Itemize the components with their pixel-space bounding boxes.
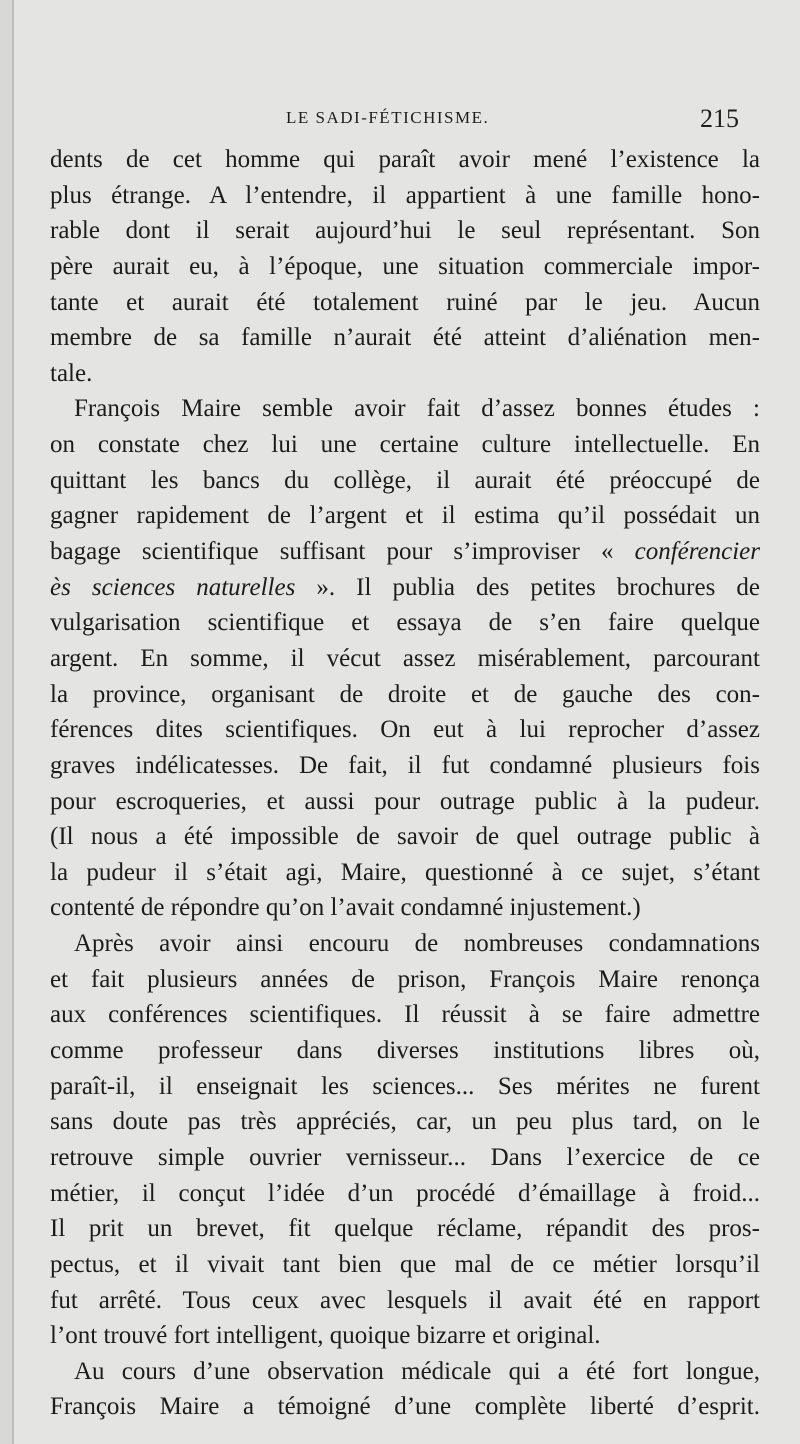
text-line: on constate chez lui une certaine culture intellectuelle. En [50,431,760,459]
running-head [0,104,800,134]
text-line: François Maire semble avoir fait d’assez bonnes études : [74,395,760,423]
text-line: la province, organisant de droite et de gauche des con- [50,680,760,708]
text-line [50,534,760,570]
text-line: membre de sa famille n’aurait été atteint d’aliénation men- [50,324,760,352]
running-title: LE SADI-FÉTICHISME. [286,108,490,127]
page-number: 215 [700,104,739,133]
text-line: férences dites scientifiques. On eut à lui reprocher d’assez [50,716,760,744]
text-line: vulgarisation scientifique et essaya de s’en faire quelque [50,609,760,637]
text-line: fut arrêté. Tous ceux avec lesquels il avait été en rapport [50,1286,760,1314]
text-run: ». Il publia des petites brochures de [316,573,760,601]
text-line: sans doute pas très appréciés, car, un peu plus tard, on le [50,1108,760,1136]
text-line: retrouve simple ouvrier vernisseur... Dans l’exercice de ce [50,1143,760,1171]
text-line: aux conférences scientifiques. Il réussit à se faire admettre [50,1001,760,1029]
text-line: François Maire a témoigné d’une complète liberté d’esprit. [50,1393,760,1421]
text-line: (Il nous a été impossible de savoir de quel outrage public à [50,823,760,851]
text-line: argent. En somme, il vécut assez misérablement, parcourant [50,644,760,672]
text-line: gagner rapidement de l’argent et il estima qu’il possédait un [50,502,760,530]
body-text [50,142,760,1425]
text-run: bagage scientifique suffisant pour s’improviser « [50,538,614,566]
text-line: l’ont trouvé fort intelligent, quoique bizarre et original. [50,1322,601,1350]
text-line: tante et aurait été totalement ruiné par le jeu. Aucun [50,288,760,316]
text-line: la pudeur il s’était agi, Maire, questionné à ce sujet, s’étant [50,858,760,886]
text-line: dents de cet homme qui paraît avoir mené l’existence la [50,146,760,173]
text-line: pectus, et il vivait tant bien que mal de ce métier lorsqu’il [50,1250,760,1278]
text-line: comme professeur dans diverses institutions libres où, [50,1037,760,1065]
text-line: graves indélicatesses. De fait, il fut condamné plusieurs fois [50,751,760,779]
text-line: Après avoir ainsi encouru de nombreuses condamnations [74,930,760,958]
text-line: Au cours d’une observation médicale qui a été fort longue, [74,1357,760,1385]
text-line: métier, il conçut l’idée d’un procédé d’émaillage à froid... [50,1179,760,1207]
text-line: père aurait eu, à l’époque, une situation commerciale impor- [50,252,760,280]
text-line: pour escroqueries, et aussi pour outrage public à la pudeur. [50,787,760,815]
text-line [50,570,760,606]
text-line: tale. [50,359,93,387]
text-line: et fait plusieurs années de prison, François Maire renonça [50,965,760,993]
text-line: Il prit un brevet, fit quelque réclame, répandit des pros- [50,1215,760,1243]
text-line: paraît-il, il enseignait les sciences... Ses mérites ne furent [50,1072,760,1100]
text-line: rable dont il serait aujourd’hui le seul représentant. Son [50,217,760,245]
italic-run: ès sciences naturelles [50,573,296,601]
text-line: contenté de répondre qu’on l’avait condamné injustement.) [50,894,641,922]
text-line: plus étrange. A l’entendre, il appartient à une famille hono- [50,181,760,209]
italic-run: conférencier [634,538,760,566]
text-line: quittant les bancs du collège, il aurait été préoccupé de [50,466,760,494]
